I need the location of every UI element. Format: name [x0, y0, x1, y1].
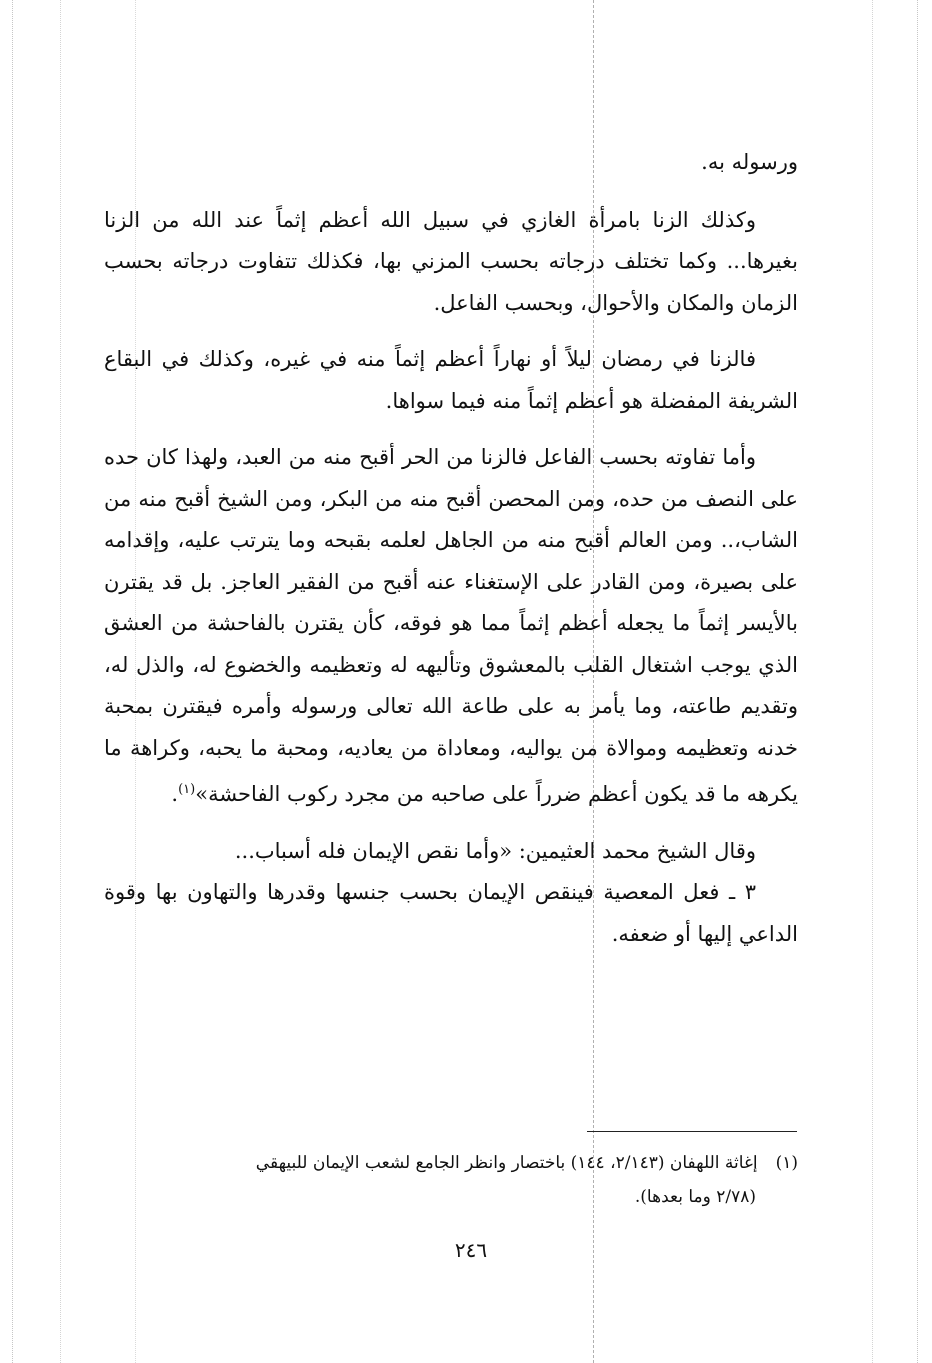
paragraph-4: وقال الشيخ محمد العثيمين: «وأما نقص الإيمان فله أسباب... [234, 838, 756, 863]
footnote-1 [104, 1146, 798, 1180]
footnote-1-continuation: (٢/٧٨ وما بعدها). [634, 1187, 756, 1207]
footnotes [104, 1146, 798, 1214]
page-number: ٢٤٦ [454, 1238, 488, 1262]
scan-artifact-line [917, 0, 918, 1363]
intro-line: ورسوله به. [701, 150, 798, 174]
paragraph-5: ٣ ـ فعل المعصية فينقص الإيمان بحسب جنسها وقدرها والتهاون بها وقوة الداعي إليها أو ضعفه. [104, 880, 798, 946]
footnote-ref: (١) [178, 782, 196, 797]
footnote-separator [587, 1131, 797, 1132]
paragraph-2: فالزنا في رمضان ليلاً أو نهاراً أعظم إثماً منه في غيره، وكذلك في البقاع الشريفة المفضلة هو أعظم إثماً منه فيما سواها. [104, 347, 798, 413]
paragraph-3-text: وأما تفاوته بحسب الفاعل فالزنا من الحر أقبح منه من العبد، ولهذا كان حده على النصف من حده، ومن المحصن أقبح منه من البكر، ومن الشيخ أقبح منه من الشاب،.. ومن العالم أقبح منه من الجاهل لعلمه بقبحه وما يترتب عليه، وإقدامه على بصيرة، ومن القادر على الإستغناء عنه أقبح من الفقير العاجز. بل قد يقترن بالأيسر إثماً ما يجعله أعظم إثماً مما هو فوقه، كأن يقترن بالفاحشة من العشق الذي يوجب اشتغال القلب بالمعشوق وتأليهه له وتعظيمه والخضوع له، والذل له، وتقديم طاعته، وما يأمر به على طاعة الله تعالى ورسوله وأمره فيقترن بمحبة خدنه وتعظيمه وموالاة من يواليه، ومعاداة من يعاديه، ومحبة ما يحبه، وكراهة ما يكرهه ما قد يكون أعظم ضرراً على صاحبه من مجرد ركوب الفاحشة» [104, 445, 798, 806]
scan-artifact-line [60, 0, 61, 1363]
scan-artifact-line [12, 0, 13, 1363]
footnote-number: (١) [775, 1153, 798, 1173]
paragraph-3: وأما تفاوته بحسب الفاعل فالزنا من الحر أقبح منه من العبد، ولهذا كان حده على النصف من حده، ومن المحصن أقبح منه من البكر، ومن الشيخ أقبح منه من الشاب،.. ومن العالم أقبح منه من الجاهل لعلمه بقبحه وما يترتب عليه، وإقدامه على بصيرة، ومن القادر على الإستغناء عنه أقبح من الفقير العاجز. بل قد يقترن بالأيسر إثماً ما يجعله أعظم إثماً مما هو فوقه، كأن يقترن بالفاحشة من العشق الذي يوجب اشتغال القلب بالمعشوق وتأليهه له وتعظيمه والخضوع له، والذل له، وتقديم طاعته، وما يأمر به على طاعة الله تعالى ورسوله وأمره فيقترن بمحبة خدنه وتعظيمه وموالاة من يواليه، ومعاداة من يعاديه، ومحبة ما يحبه، وكراهة ما يكرهه ما قد يكون أعظم ضرراً على صاحبه من مجرد ركوب الفاحشة»$^{(١)}$. [104, 445, 798, 806]
footnote-text: إغاثة اللهفان (٢/١٤٣، ١٤٤) باختصار وانظر الجامع لشعب الإيمان للبيهقي [255, 1153, 758, 1173]
page-body [104, 142, 798, 955]
paragraph-1: وكذلك الزنا بامرأة الغازي في سبيل الله أعظم إثماً عند الله من الزنا بغيرها... وكما تختلف درجاته بحسب المزني بها، فكذلك تتفاوت درجاته بحسب الزمان والمكان والأحوال، وبحسب الفاعل. [104, 207, 798, 315]
scan-artifact-line [872, 0, 873, 1363]
